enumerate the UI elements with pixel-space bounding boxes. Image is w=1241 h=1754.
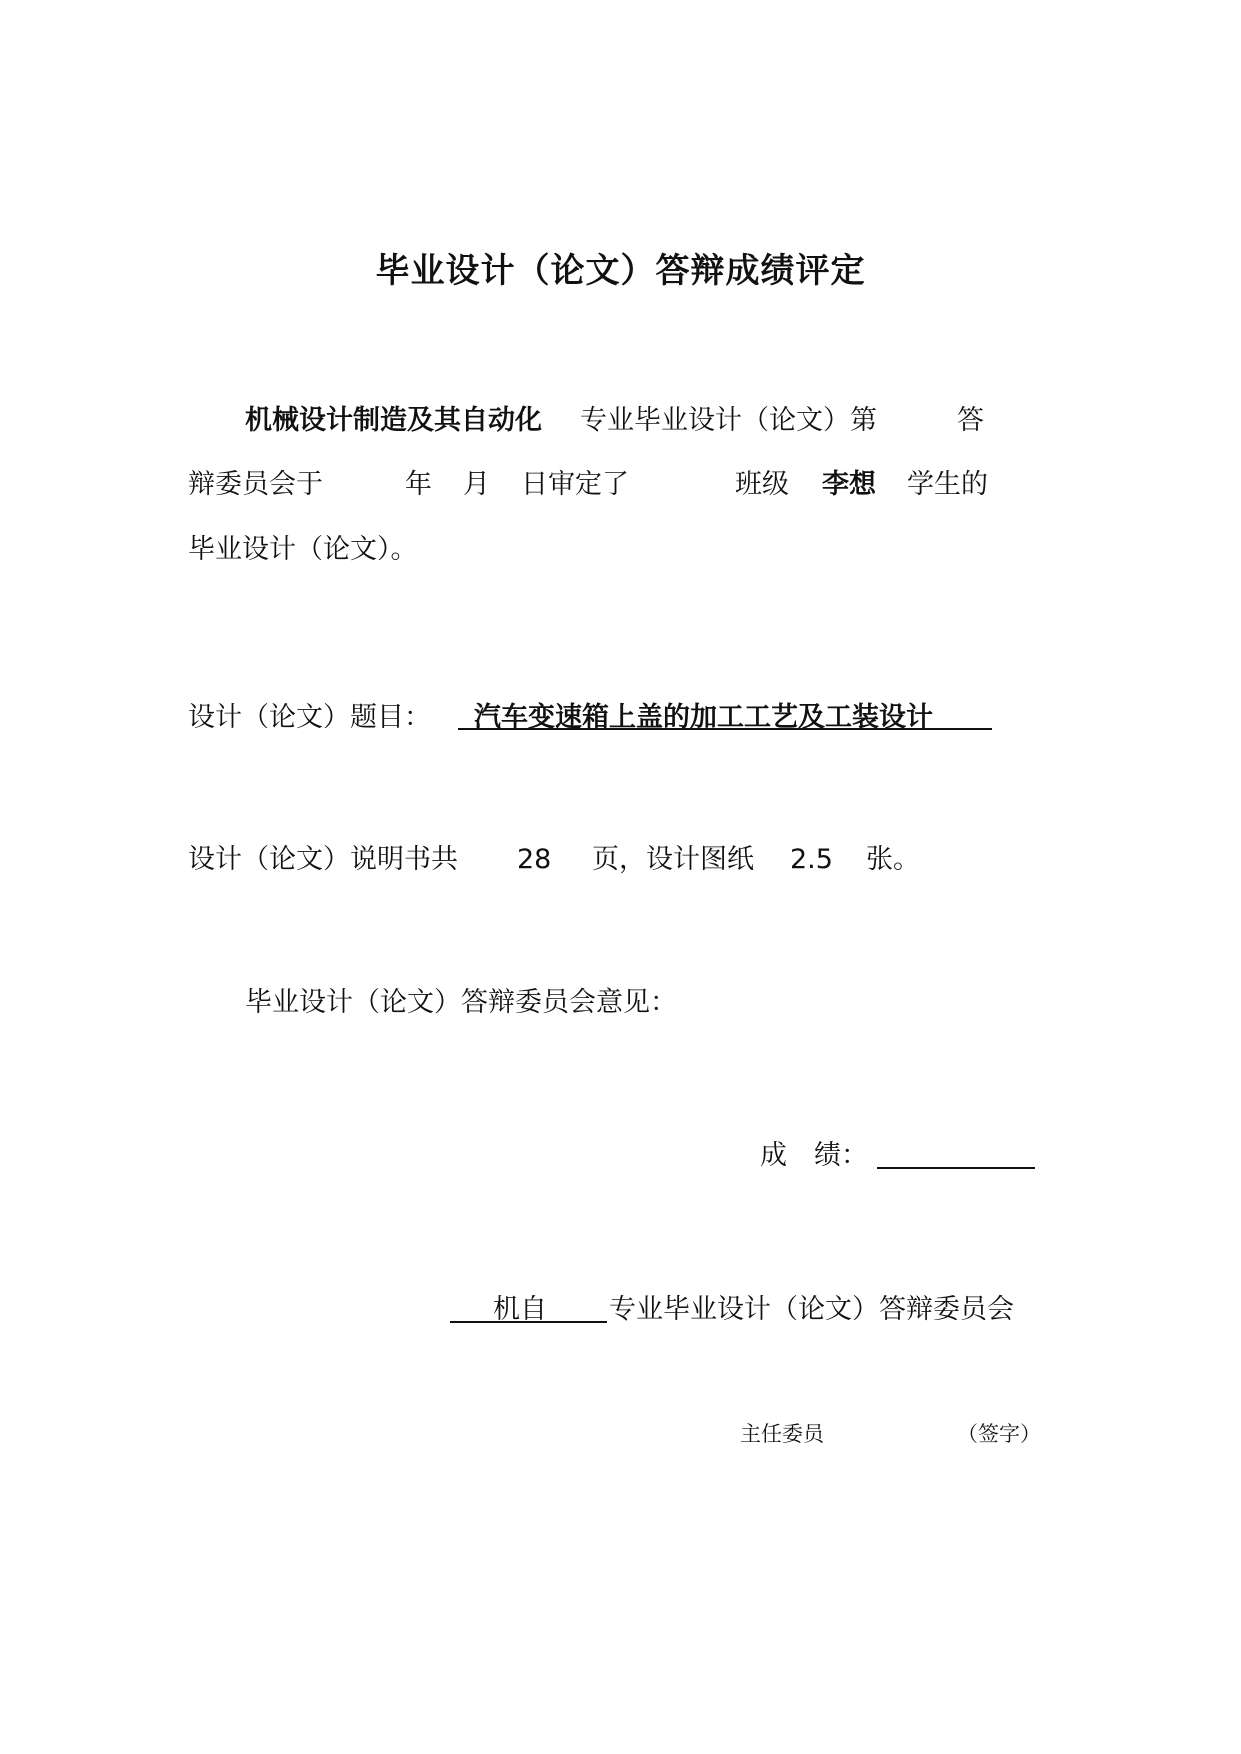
pages-count: 28 <box>517 844 552 875</box>
para1-text-c: 辩委员会于 <box>188 469 323 500</box>
para1-text-a: 专业毕业设计（论文）第 <box>580 405 877 436</box>
signature-role: 主任委员 <box>740 1422 824 1446</box>
page-title: 毕业设计（论文）答辩成绩评定 <box>375 251 866 291</box>
committee-text: 专业毕业设计（论文）答辩委员会 <box>609 1294 1014 1325</box>
grade-label: 成 绩： <box>760 1140 868 1171</box>
topic-underline <box>458 728 992 730</box>
day-label: 日审定了 <box>521 469 629 500</box>
pages-label: 设计（论文）说明书共 <box>188 844 458 875</box>
student-name: 李想 <box>822 469 876 500</box>
topic-value: 汽车变速箱上盖的加工工艺及工装设计 <box>474 702 933 733</box>
grade-blank <box>877 1167 1035 1169</box>
student-suffix: 学生的 <box>907 469 988 500</box>
committee-major: 机自 <box>493 1294 547 1325</box>
pages-suffix: 页，设计图纸 <box>592 844 754 875</box>
class-label: 班级 <box>735 469 789 500</box>
drawings-suffix: 张。 <box>866 844 920 875</box>
signature-sign: （签字） <box>957 1422 1041 1446</box>
para1-text-b: 答 <box>957 405 984 436</box>
para1-text-d: 毕业设计（论文）。 <box>188 534 418 565</box>
month-label: 月 <box>463 469 490 500</box>
major-name: 机械设计制造及其自动化 <box>245 405 542 436</box>
year-label: 年 <box>405 469 432 500</box>
opinion-label: 毕业设计（论文）答辩委员会意见： <box>245 987 677 1018</box>
drawings-count: 2.5 <box>790 844 833 875</box>
topic-label: 设计（论文）题目： <box>188 702 431 733</box>
committee-major-underline <box>450 1321 607 1323</box>
